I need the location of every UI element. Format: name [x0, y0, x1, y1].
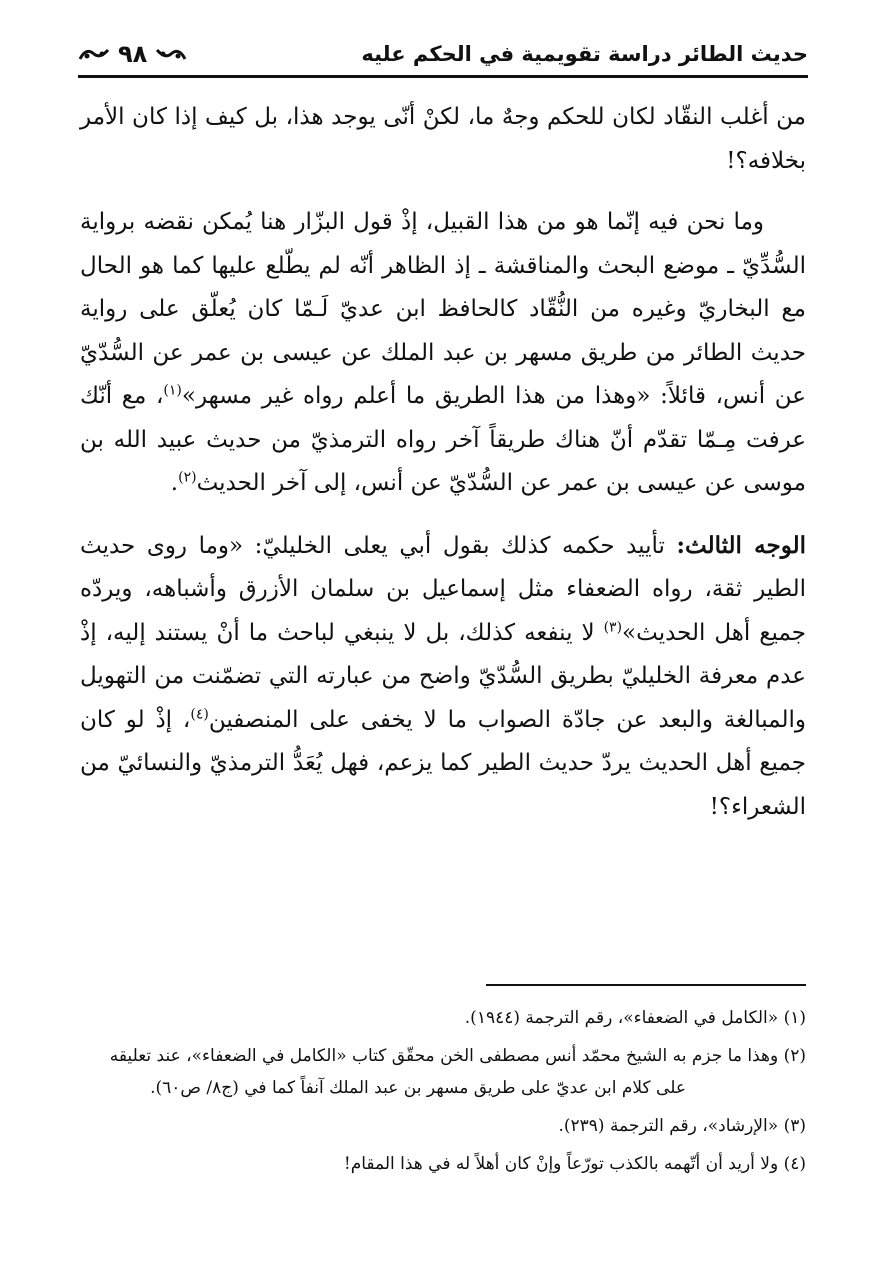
footnotes: [80, 1002, 806, 1186]
footnote-2: [80, 1040, 806, 1104]
footnote-separator: [486, 984, 806, 986]
footnote-ref-4[interactable]: (٤): [190, 705, 209, 722]
paragraph-1: من أغلب النقّاد لكان للحكم وجهٌ ما، لكنْ أنّى يوجد هذا، بل كيف إذا كان الأمر بخلافه؟!: [80, 104, 806, 174]
paragraph-2-end: .: [170, 470, 179, 496]
paragraph-2-text-b: ، مع أنّك عرفت مِـمّا تقدّم أنّ هناك طريقاً آخر رواه الترمذيّ من حديث عبيد الله بن موسى عن عيسى بن عمر عن السُّدّيّ عن أنس، إلى آخر الحديث: [80, 383, 806, 496]
footnote-4: (٤) ولا أريد أن أتّهمه بالكذب تورّعاً وإنْ كان أهلاً له في هذا المقام!: [343, 1154, 806, 1174]
paragraph-2: [80, 201, 806, 506]
paragraph-2-text-a: وما نحن فيه إنّما هو من هذا القبيل، إذْ قول البزّار هنا يُمكن نقضه برواية السُّدِّيّ ـ موضع البحث والمناقشة ـ إذ الظاهر أنّه لم يطّلع عليها كما هو الحال مع البخاريّ وغيره من النُّقّاد كالحافظ ابن عديّ لَـمّا كان يُعلّق على رواية حديث الطائر من طريق مسهر بن عبد الملك عن عيسى بن عمر عن السُّدّيّ عن أنس، قائلاً: «وهذا من هذا الطريق ما أعلم رواه غير مسهر»: [80, 209, 806, 409]
page-header: [78, 34, 808, 74]
section-heading: الوجه الثالث:: [676, 531, 807, 559]
paragraph-3-text-a: تأييد حكمه كذلك بقول أبي يعلى الخليليّ: «وما روى حديث الطير ثقة، رواه الضعفاء مثل إسماعيل بن سلمان الأزرق وأشباهه، ويردّه جميع أهل الحديث»: [80, 532, 806, 646]
footnote-1: (١) «الكامل في الضعفاء»، رقم الترجمة (١٩٤٤).: [464, 1008, 806, 1028]
footnote-2-line-1: (٢) وهذا ما جزم به الشيخ محمّد أنس مصطفى الخن محقّق كتاب «الكامل في الضعفاء»، عند تعليقه: [109, 1046, 806, 1066]
paragraph-3-text-c: ، إذْ لو كان جميع أهل الحديث يردّ حديث الطير كما يزعم، فهل يُعَدُّ الترمذيّ والنسائيّ من الشعراء؟!: [80, 706, 806, 820]
footnote-ref-1[interactable]: (١): [163, 382, 182, 399]
footnote-ref-3[interactable]: (٣): [603, 618, 623, 635]
footnote-3: (٣) «الإرشاد»، رقم الترجمة (٢٣٩).: [558, 1116, 806, 1136]
page-number: ٩٨: [118, 40, 148, 68]
paragraph-3-text-b: لا ينفعه كذلك، بل لا ينبغي لباحث ما أنْ يستند إليه، إذْ عدم معرفة الخليليّ بطريق السُّدّيّ واضح من عبارته التي تضمّنت من التهويل والمبالغة والبعد عن جادّة الصواب ما لا يخفى على المنصفين: [80, 619, 806, 733]
footnote-2-line-2: على كلام ابن عديّ على طريق مسهر بن عبد الملك آنفاً كما في (ج٨/ ص٦٠).: [150, 1078, 686, 1098]
paragraph-3: [80, 524, 806, 830]
page-number-group: [78, 40, 187, 68]
running-head: حديث الطائر دراسة تقويمية في الحكم عليه: [361, 42, 808, 66]
ornament-right-icon: [153, 45, 187, 63]
header-rule: [78, 75, 808, 78]
main-text: [80, 96, 806, 847]
footnote-ref-2[interactable]: (٢): [178, 469, 197, 486]
ornament-left-icon: [78, 45, 112, 63]
